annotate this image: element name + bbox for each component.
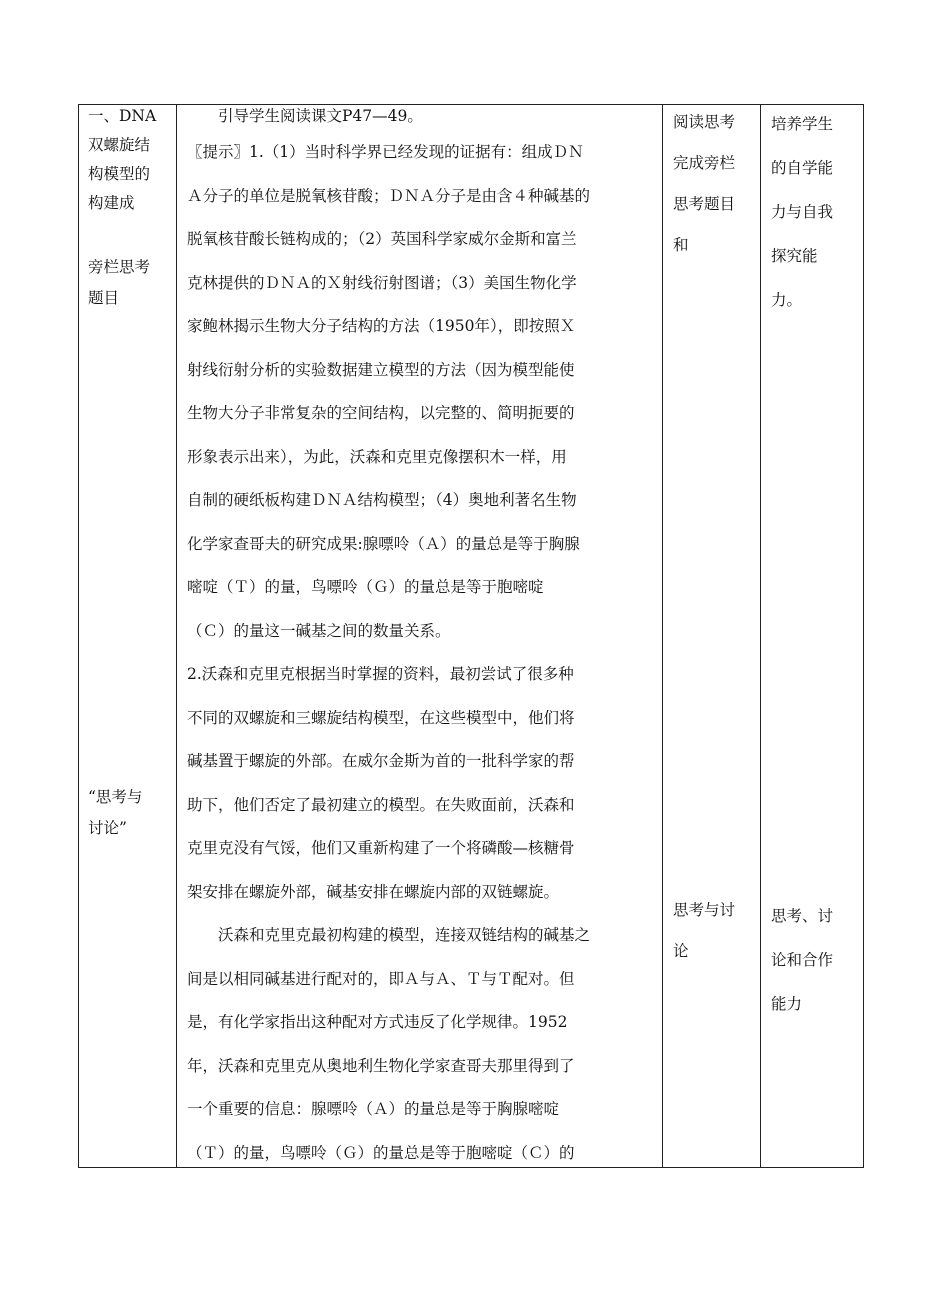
hint-line: 2.沃森和克里克根据当时掌握的资料，最初尝试了很多种	[187, 665, 574, 683]
goal-line: 探究能	[771, 247, 818, 265]
activity-line: 思考题目	[673, 195, 736, 213]
discussion-label: “思考与	[88, 788, 143, 806]
goal-line: 培养学生	[771, 115, 834, 133]
lesson-table	[78, 104, 864, 1168]
paragraph-line: 是，有化学家指出这种配对方式违反了化学规律。1952	[187, 1013, 568, 1031]
hint-line: 化学家查哥夫的研究成果:腺嘌呤（Ａ）的量总是等于胸腺	[187, 534, 580, 553]
content-column	[187, 101, 647, 1175]
activity-line: 思考与讨	[673, 901, 736, 919]
hint-line: 克里克没有气馁，他们又重新构建了一个将磷酸—核糖骨	[187, 839, 575, 857]
section-title-line: 构建成	[88, 194, 135, 212]
activity-line: 和	[673, 236, 689, 254]
paragraph-line: 一个重要的信息：腺嘌呤（Ａ）的量总是等于胸腺嘧啶	[187, 1100, 560, 1118]
hint-line: 生物大分子非常复杂的空间结构，以完整的、简明扼要的	[187, 404, 575, 422]
hint-line: 架安排在螺旋外部，碱基安排在螺旋内部的双链螺旋。	[187, 882, 560, 901]
hint-line: 家鲍林揭示生物大分子结构的方法（1950年），即按照Ｘ	[187, 317, 576, 335]
goal-line: 的自学能	[771, 159, 834, 177]
hint-line: （Ｃ）的量这一碱基之间的数量关系。	[187, 621, 451, 640]
paragraph-line: （Ｔ）的量，鸟嘌呤（Ｇ）的量总是等于胞嘧啶（Ｃ）的	[187, 1143, 575, 1162]
side-question-label: 题目	[88, 289, 120, 307]
column-divider	[760, 105, 761, 1167]
goal-line: 能力	[771, 995, 803, 1013]
discussion-label: 讨论”	[88, 819, 127, 837]
activity-line: 阅读思考	[673, 113, 736, 131]
hint-line: 嘧啶（Ｔ）的量，鸟嘌呤（Ｇ）的量总是等于胞嘧啶	[187, 578, 544, 596]
goal-line: 论和合作	[771, 951, 834, 969]
hint-line: 克林提供的ＤＮＡ的Ｘ射线衍射图谱；（3）美国生物化学	[187, 273, 577, 292]
hint-line: 脱氧核苷酸长链构成的；（2）英国科学家威尔金斯和富兰	[187, 230, 577, 248]
activity-line: 完成旁栏	[673, 154, 736, 172]
hint-line: 射线衍射分析的实验数据建立模型的方法（因为模型能使	[187, 360, 575, 379]
paragraph-line: 间是以相同碱基进行配对的，即Ａ与Ａ、Ｔ与Ｔ配对。但	[187, 969, 575, 988]
hint-line: 自制的硬纸板构建ＤＮＡ结构模型；（4）奥地利著名生物	[187, 491, 577, 509]
side-question-label: 旁栏思考	[88, 258, 151, 276]
paragraph-line: 沃森和克里克最初构建的模型，连接双链结构的碱基之	[218, 926, 591, 944]
goal-column	[771, 102, 853, 1026]
goal-line: 力。	[771, 291, 803, 309]
hint-line: 不同的双螺旋和三螺旋结构模型，在这些模型中，他们将	[187, 708, 575, 727]
column-divider	[662, 105, 663, 1167]
section-title-line: 构模型的	[88, 165, 151, 183]
hint-line: Ａ分子的单位是脱氧核苷酸；ＤＮＡ分子是由含４种碱基的	[187, 186, 591, 205]
hint-line: 形象表示出来），为此，沃森和克里克像摆积木一样，用	[187, 447, 567, 466]
activity-line: 论	[673, 942, 689, 960]
goal-line: 思考、讨	[771, 907, 834, 925]
student-activity-column	[673, 102, 755, 972]
intro-text: 引导学生阅读课文P47—49。	[218, 107, 423, 125]
section-title-line: 双螺旋结	[88, 136, 151, 154]
section-column	[88, 102, 170, 843]
hint-line: 助下，他们否定了最初建立的模型。在失败面前，沃森和	[187, 795, 575, 814]
hint-line: 碱基置于螺旋的外部。在威尔金斯为首的一批科学家的帮	[187, 752, 575, 770]
goal-line: 力与自我	[771, 203, 834, 221]
hint-line: 〖提示〗1.（1）当时科学界已经发现的证据有：组成ＤＮ	[187, 143, 584, 161]
section-title-line: 一、DNA	[88, 107, 157, 125]
paragraph-line: 年，沃森和克里克从奥地利生物化学家查哥夫那里得到了	[187, 1056, 575, 1075]
column-divider	[176, 105, 177, 1167]
